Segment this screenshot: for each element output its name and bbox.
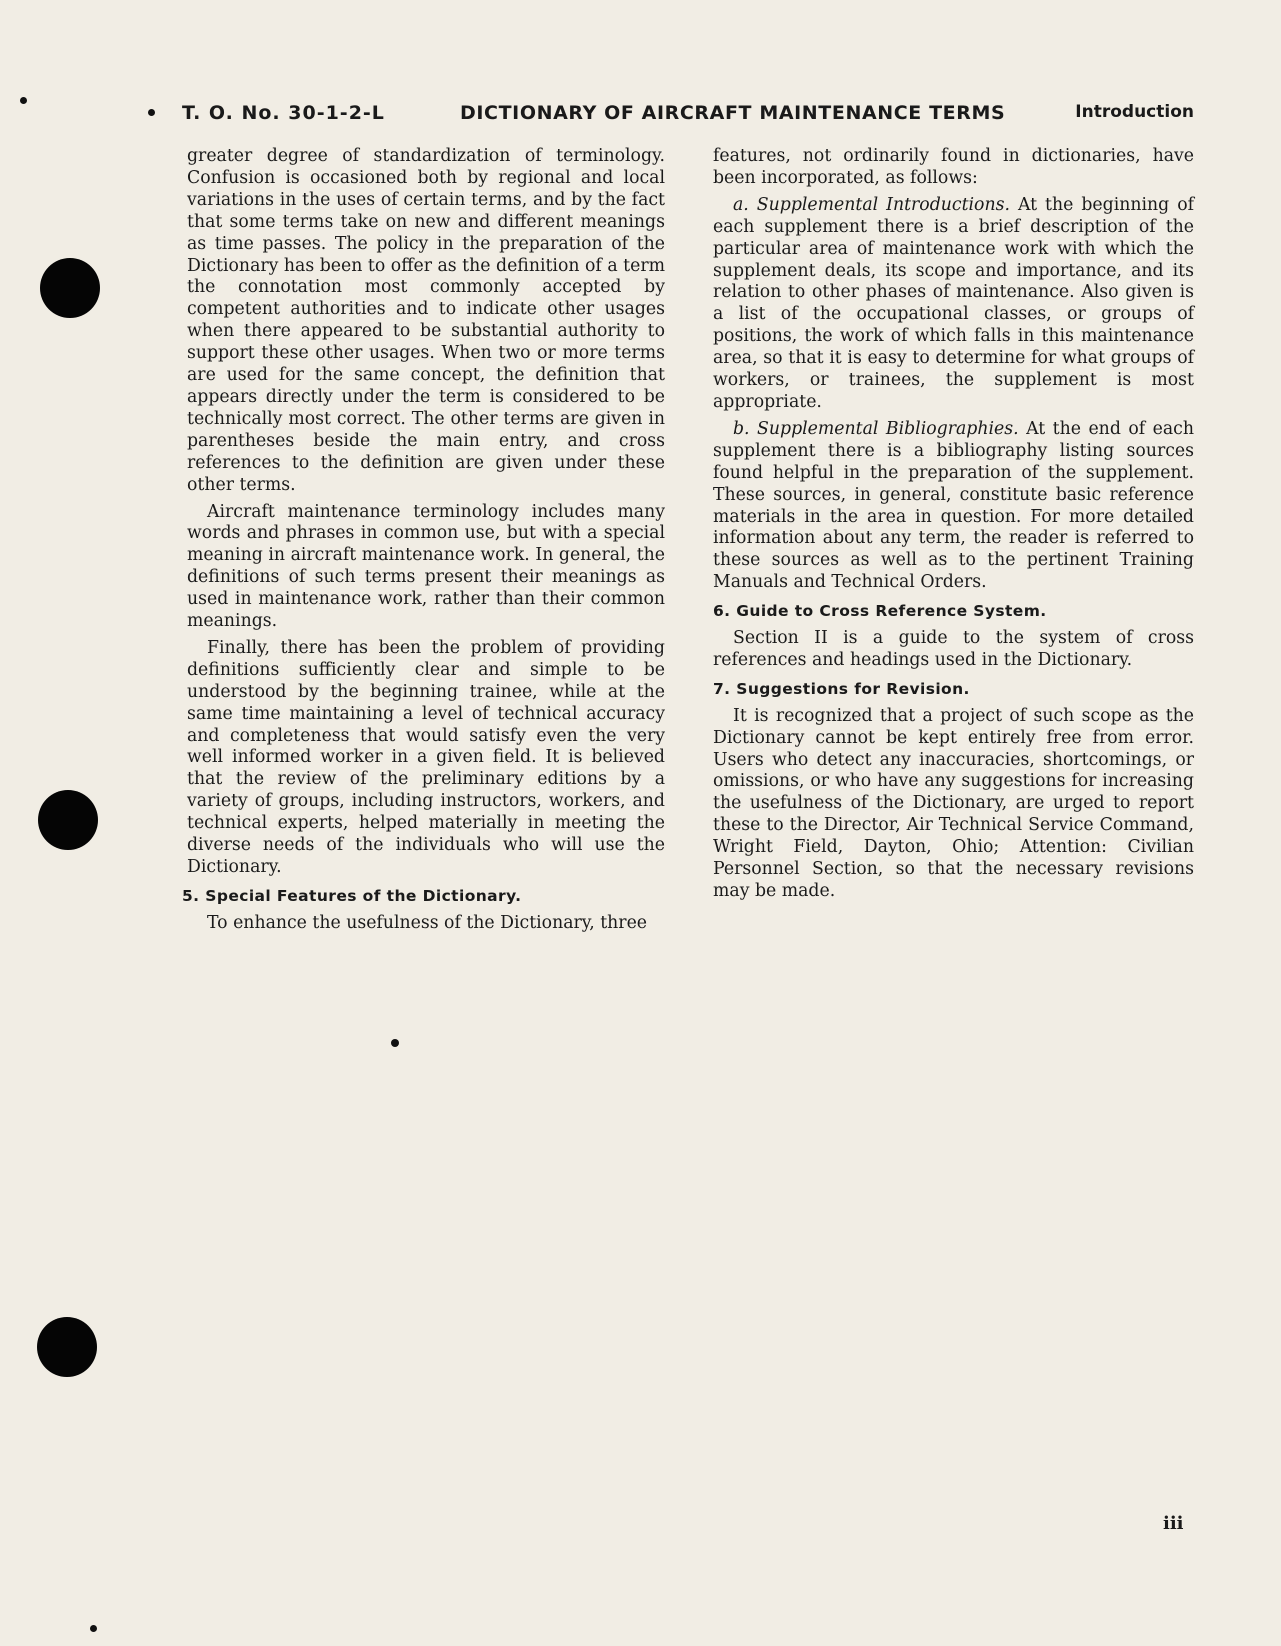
right-column xyxy=(713,146,1194,908)
section-heading-5: 5. Special Features of the Dictionary. xyxy=(182,886,522,905)
binder-hole-middle xyxy=(38,790,98,850)
document-title: DICTIONARY OF AIRCRAFT MAINTENANCE TERMS xyxy=(460,102,1006,124)
binder-hole-bottom xyxy=(37,1317,97,1377)
document-number: T. O. No. 30-1-2-L xyxy=(182,102,385,124)
speck xyxy=(90,1625,97,1632)
paragraph: Section II is a guide to the system of cross references and headings used in the Dictionary. xyxy=(713,628,1194,670)
paragraph-a xyxy=(713,195,1194,414)
speck xyxy=(391,1039,399,1047)
item-text: At the beginning of each supplement there is a brief description of the particular area of maintenance work with which the supplement deals, its scope and importance, and its relation to other phases of maintenance. Also given is a list of the occupational classes, or groups of positions, the work of which falls in this maintenance area, so that it is easy to determine for what groups of workers, or trainees, the supplement is most appropriate. xyxy=(713,194,1194,412)
paragraph: Aircraft maintenance terminology includes many words and phrases in common use, but with a special meaning in aircraft maintenance work. In general, the definitions of such terms present their meanings as used in maintenance work, rather than their common meanings. xyxy=(187,501,665,632)
speck xyxy=(148,109,155,116)
item-text: At the end of each supplement there is a bibliography listing sources found helpful in the preparation of the supplement. These sources, in general, constitute basic reference materials in the area in question. For more detailed information about any term, the reader is referred to these sources as well as to the pertinent Training Manuals and Technical Orders. xyxy=(713,418,1194,593)
paragraph: To enhance the usefulness of the Dictionary, three xyxy=(207,912,648,933)
page-number: iii xyxy=(1163,1513,1184,1534)
section-heading-6: 6. Guide to Cross Reference System. xyxy=(713,602,1047,621)
paragraph: features, not ordinarily found in dictionaries, have been incorporated, as follows: xyxy=(713,146,1194,188)
item-label: a. Supplemental Introductions. xyxy=(733,194,1010,215)
binder-hole-top xyxy=(40,258,100,318)
paragraph-b xyxy=(713,419,1194,594)
item-label: b. Supplemental Bibliographies. xyxy=(733,418,1019,439)
paragraph: greater degree of standardization of terminology. Confusion is occasioned both by regional and local variations in the uses of certain terms, and by the fact that some terms take on new and different meanings as time passes. The policy in the preparation of the Dictionary has been to offer as the definition of a term the connotation most commonly accepted by competent authorities and to indicate other usages when there appeared to be substantial authority to support these other usages. When two or more terms are used for the same concept, the definition that appears directly under the term is considered to be technically most correct. The other terms are given in parentheses beside the main entry, and cross references to the definition are given under these other terms. xyxy=(187,146,665,495)
speck xyxy=(20,97,27,104)
running-header xyxy=(182,102,1194,128)
section-heading-7: 7. Suggestions for Revision. xyxy=(713,679,970,698)
section-name: Introduction xyxy=(1075,102,1194,122)
paragraph: It is recognized that a project of such scope as the Dictionary cannot be kept entirely free from error. Users who detect any inaccuracies, shortcomings, or omissions, or who have any suggestions for increasing the usefulness of the Dictionary, are urged to report these to the Director, Air Technical Service Command, Wright Field, Dayton, Ohio; Attention: Civilian Personnel Section, so that the necessary revisions may be made. xyxy=(713,705,1194,901)
left-column xyxy=(182,146,665,940)
paragraph: Finally, there has been the problem of providing definitions sufficiently clear and simple to be understood by the beginning trainee, while at the same time maintaining a level of technical accuracy and completeness that would satisfy even the very well informed worker in a given field. It is believed that the review of the preliminary editions by a variety of groups, including instructors, workers, and technical experts, helped materially in meeting the diverse needs of the individuals who will use the Dictionary. xyxy=(187,637,665,877)
